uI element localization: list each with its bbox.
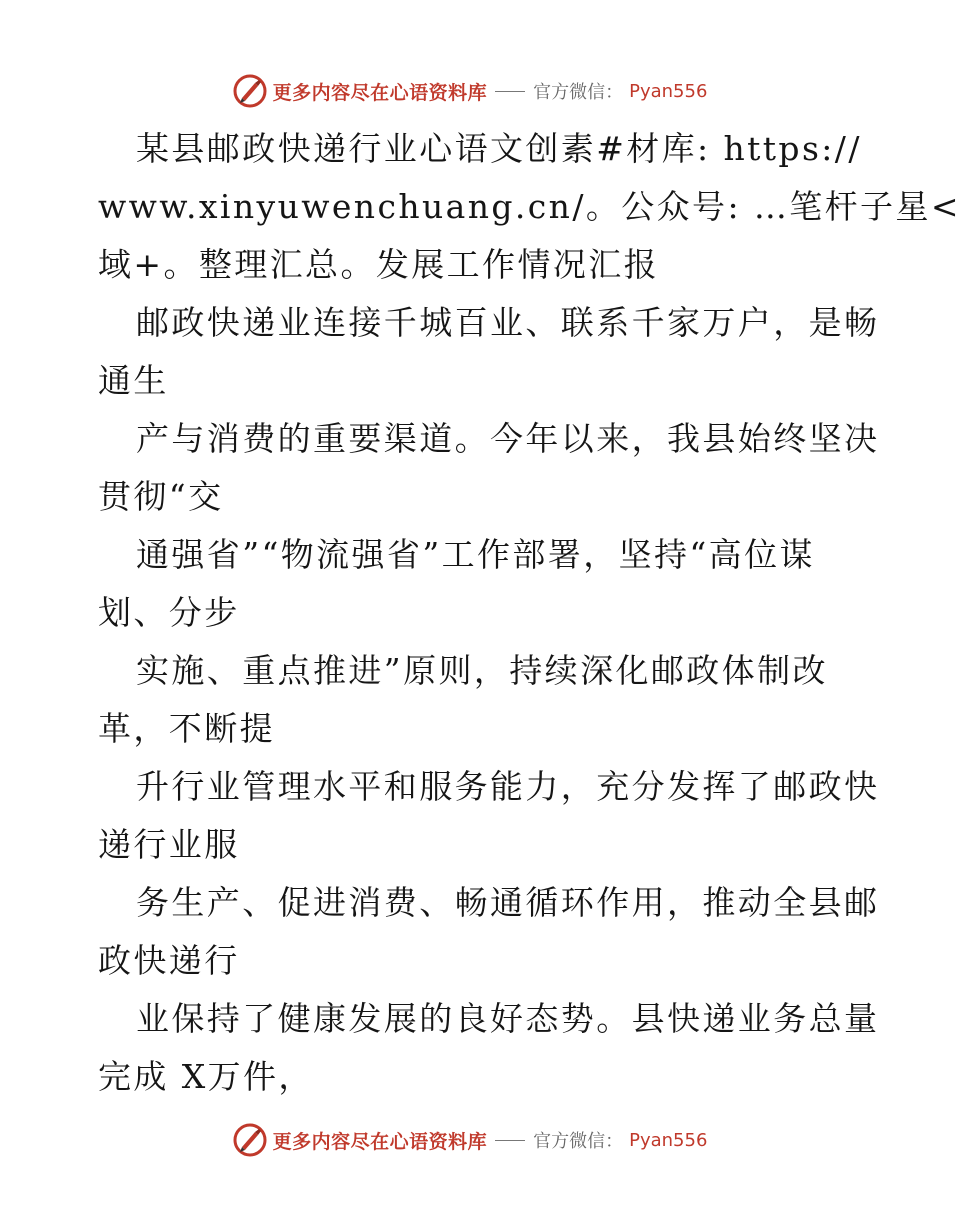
footer-banner (0, 1120, 950, 1160)
body-line: 革，不断提 (98, 709, 275, 748)
body-line: 域+。整理汇总。发展工作情况汇报 (98, 245, 660, 284)
body-line: www.xinyuwenchuang.cn/。公众号: …笔杆子星< (98, 187, 961, 226)
body-line: 划、分步 (98, 593, 240, 632)
header-banner-text: 更多内容尽在心语资料库 (272, 81, 488, 104)
body-line: 实施、重点推进”原则，持续深化邮政体制改 (136, 651, 828, 690)
footer-banner-text: 更多内容尽在心语资料库 (272, 1130, 488, 1153)
body-line: 递行业服 (98, 825, 240, 864)
header-banner-wechat-id: Pyan556 (629, 80, 708, 102)
footer-banner-official-label: 官方微信： (533, 1131, 624, 1152)
body-line: 通强省”“物流强省”工作部署，坚持“高位谋 (136, 535, 815, 574)
body-line: 产与消费的重要渠道。今年以来，我县始终坚决 (136, 419, 880, 458)
footer-banner-content (233, 1123, 708, 1157)
body-line: 邮政快递业连接千城百业、联系千家万户，是畅 (136, 303, 880, 342)
header-banner-content (233, 74, 708, 108)
header-banner-official-label: 官方微信： (533, 82, 624, 103)
document-body (98, 120, 961, 1106)
body-line: 务生产、促进消费、畅通循环作用，推动全县邮 (136, 883, 880, 922)
header-banner (0, 71, 950, 111)
body-line: 某县邮政快递行业心语文创素#材库: https:// (136, 129, 862, 168)
body-line: 贯彻“交 (98, 477, 224, 516)
brand-logo-icon (233, 1123, 267, 1157)
header-banner-dash (495, 91, 525, 92)
footer-banner-dash (495, 1140, 525, 1141)
body-line: 完成 X万件， (98, 1057, 314, 1096)
brand-logo-icon (233, 74, 267, 108)
body-line: 通生 (98, 361, 169, 400)
footer-banner-wechat-id: Pyan556 (629, 1129, 708, 1151)
body-line: 政快递行 (98, 941, 240, 980)
body-line: 升行业管理水平和服务能力，充分发挥了邮政快 (136, 767, 880, 806)
body-line: 业保持了健康发展的良好态势。县快递业务总量 (136, 999, 880, 1038)
